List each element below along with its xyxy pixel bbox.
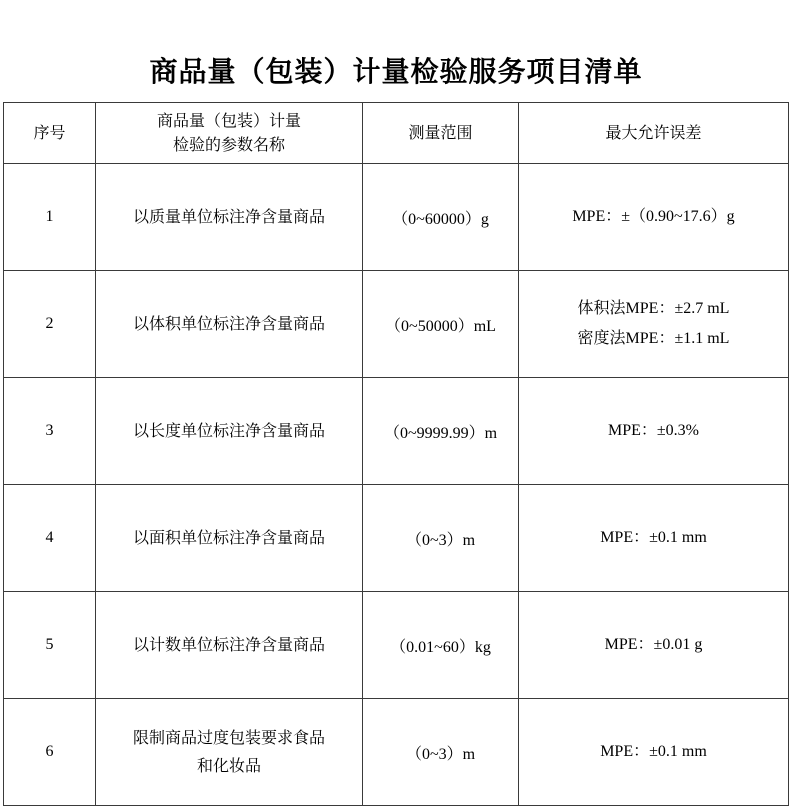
cell-range: （0~50000）mL <box>363 271 519 378</box>
header-parameter-name-line1: 商品量（包装）计量 <box>156 111 301 130</box>
header-measuring-range: 测量范围 <box>363 103 519 164</box>
cell-seq: 3 <box>4 378 96 485</box>
cell-seq: 5 <box>4 592 96 699</box>
cell-parameter-name <box>96 699 363 806</box>
cell-mpe-line: MPE：±0.1 mm <box>600 743 707 760</box>
cell-mpe <box>519 485 789 592</box>
cell-mpe-line: MPE：±（0.90~17.6）g <box>572 208 735 225</box>
cell-range: （0.01~60）kg <box>363 592 519 699</box>
cell-range: （0~60000）g <box>363 164 519 271</box>
table-row <box>4 164 789 271</box>
cell-parameter-name: 以质量单位标注净含量商品 <box>96 164 363 271</box>
cell-mpe <box>519 592 789 699</box>
cell-range: （0~3）m <box>363 699 519 806</box>
table-row <box>4 699 789 806</box>
cell-seq: 4 <box>4 485 96 592</box>
cell-parameter-name: 以体积单位标注净含量商品 <box>96 271 363 378</box>
cell-parameter-name: 以计数单位标注净含量商品 <box>96 592 363 699</box>
header-max-permissible-error: 最大允许误差 <box>519 103 789 164</box>
cell-range: （0~9999.99）m <box>363 378 519 485</box>
document-title: 商品量（包装）计量检验服务项目清单 <box>149 55 643 88</box>
table-row <box>4 592 789 699</box>
header-parameter-name-line2: 检验的参数名称 <box>172 135 285 154</box>
service-items-table <box>3 102 789 806</box>
cell-mpe-line: MPE：±0.01 g <box>604 636 703 653</box>
cell-seq: 1 <box>4 164 96 271</box>
cell-mpe-line: MPE：±0.1 mm <box>600 529 707 546</box>
table-row <box>4 378 789 485</box>
table-header-row <box>4 103 789 164</box>
cell-mpe-line: 密度法MPE：±1.1 mL <box>577 330 730 347</box>
header-parameter-name <box>96 103 363 164</box>
cell-parameter-name: 以长度单位标注净含量商品 <box>96 378 363 485</box>
cell-mpe-line: 体积法MPE：±2.7 mL <box>577 300 730 317</box>
cell-parameter-name: 以面积单位标注净含量商品 <box>96 485 363 592</box>
cell-mpe-line: MPE：±0.3% <box>607 422 699 439</box>
cell-parameter-name-line: 限制商品过度包装要求食品 <box>132 728 325 747</box>
cell-mpe <box>519 378 789 485</box>
cell-parameter-name-line: 和化妆品 <box>196 756 261 775</box>
table-row <box>4 271 789 378</box>
cell-seq: 2 <box>4 271 96 378</box>
header-seq: 序号 <box>4 103 96 164</box>
cell-mpe <box>519 271 789 378</box>
cell-range: （0~3）m <box>363 485 519 592</box>
table-row <box>4 485 789 592</box>
cell-mpe <box>519 699 789 806</box>
cell-mpe <box>519 164 789 271</box>
cell-seq: 6 <box>4 699 96 806</box>
